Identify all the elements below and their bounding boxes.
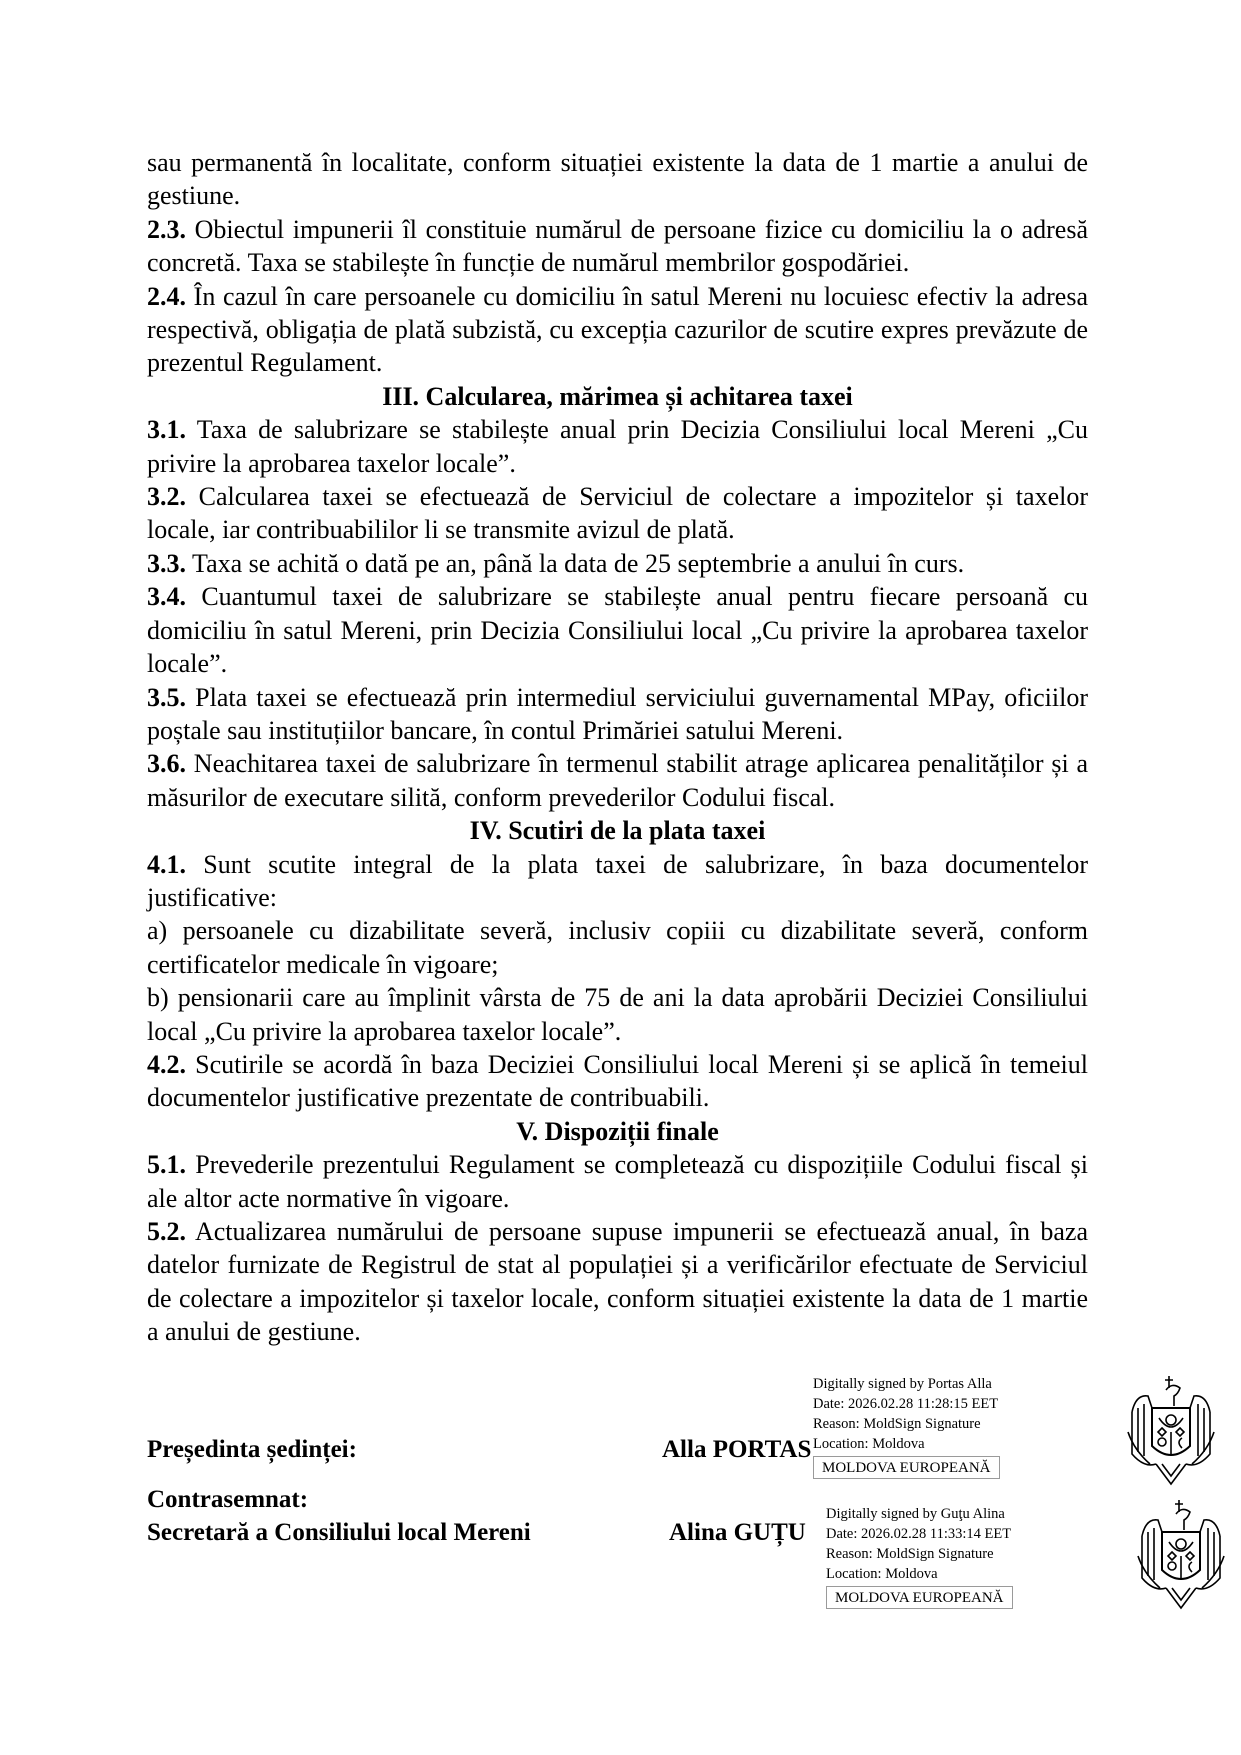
paragraph-number: 3.2. (147, 482, 186, 512)
paragraph-3-1: 3.1. Taxa de salubrizare se stabilește anual prin Decizia Consiliului local Mereni „Cu privire la aprobarea taxelor locale”. (147, 415, 1088, 478)
section-heading-5: V. Dispoziții finale (516, 1116, 719, 1146)
paragraph-number: 2.3. (147, 214, 186, 244)
signature-badge: MOLDOVA EUROPEANĂ (826, 1586, 1013, 1609)
paragraph-4-2: 4.2. Scutirile se acordă în baza Deciziei Consiliului local Mereni și se aplică în temeiul documentelor justificative prezentate de contribuabili. (147, 1049, 1088, 1113)
paragraph-number: 3.5. (147, 682, 186, 712)
signature-reason: Reason: MoldSign Signature (813, 1416, 981, 1432)
digital-signature-gutu[interactable] (826, 1504, 1013, 1609)
paragraph-4-1-a: a) persoanele cu dizabilitate severă, inclusiv copiii cu dizabilitate severă, conform certificatelor medicale în vigoare; (147, 916, 1088, 979)
section-heading-4: IV. Scutiri de la plata taxei (469, 816, 766, 846)
signature-badge: MOLDOVA EUROPEANĂ (813, 1456, 1000, 1479)
section-heading-3: III. Calcularea, mărimea și achitarea taxei (382, 381, 853, 411)
paragraph-3-3: 3.3. Taxa se achită o dată pe an, până la data de 25 septembrie a anului în curs. (147, 548, 965, 578)
moldova-coat-of-arms-icon (1136, 1496, 1226, 1616)
paragraph-number: 4.2. (147, 1049, 186, 1079)
paragraph-3-5: 3.5. Plata taxei se efectuează prin intermediul serviciului guvernamental MPay, oficiilor poștale sau instituțiilor bancare, în contul Primăriei satului Mereni. (147, 682, 1088, 745)
signed-by: Digitally signed by Portas Alla (813, 1376, 992, 1392)
paragraph-2-3: 2.3. Obiectul impunerii îl constituie numărul de persoane fizice cu domiciliu la o adresă concretă. Taxa se stabilește în funcție de numărul membrilor gospodăriei. (147, 214, 1088, 278)
chair-name: Alla PORTAS (662, 1436, 812, 1463)
signature-date: Date: 2026.02.28 11:33:14 EET (826, 1526, 1012, 1542)
signature-location: Location: Moldova (826, 1566, 938, 1582)
paragraph-number: 4.1. (147, 849, 186, 879)
paragraph-2-4: 2.4. În cazul în care persoanele cu domiciliu în satul Mereni nu locuiesc efectiv la adresa respectivă, obligația de plată subzistă, cu excepția cazurilor de scutire expres prevăzute de prezentul Regulament. (147, 281, 1088, 378)
signed-by: Digitally signed by Guţu Alina (826, 1506, 1005, 1522)
chair-label: Președinta ședinței: (147, 1436, 357, 1463)
paragraph-3-6: 3.6. Neachitarea taxei de salubrizare în termenul stabilit atrage aplicarea penalităților și a măsurilor de executare silită, conform prevederilor Codului fiscal. (147, 749, 1088, 812)
digital-signature-portas[interactable] (813, 1374, 1000, 1479)
paragraph-5-2: 5.2. Actualizarea numărului de persoane supuse impunerii se efectuează anual, în baza datelor furnizate de Registrul de stat al populației și a verificărilor efectuate de Serviciul de colectare a impozitelor și taxelor locale, conform situației existente la data de 1 martie a anului de gestiune. (147, 1217, 1088, 1347)
countersigned-label: Contrasemnat: (147, 1486, 309, 1513)
moldova-coat-of-arms-icon (1126, 1372, 1216, 1492)
document-body (147, 146, 1088, 1349)
paragraph-3-4: 3.4. Cuantumul taxei de salubrizare se stabilește anual pentru fiecare persoană cu domiciliu în satul Mereni, prin Decizia Consiliului local „Cu privire la aprobarea taxelor locale”. (147, 582, 1088, 679)
signature-date: Date: 2026.02.28 11:28:15 EET (813, 1396, 999, 1412)
paragraph-4-1: 4.1. Sunt scutite integral de la plata taxei de salubrizare, în baza documentelor justificative: (147, 849, 1088, 912)
secretary-label: Secretară a Consiliului local Mereni (147, 1519, 531, 1546)
paragraph-number: 2.4. (147, 281, 186, 311)
secretary-name: Alina GUȚU (669, 1519, 806, 1546)
paragraph-5-1: 5.1. Prevederile prezentului Regulament se completează cu dispozițiile Codului fiscal și ale altor acte normative în vigoare. (147, 1150, 1088, 1213)
paragraph-number: 3.4. (147, 582, 186, 612)
paragraph-3-2: 3.2. Calcularea taxei se efectuează de Serviciul de colectare a impozitelor și taxelor locale, iar contribuabililor li se transmite avizul de plată. (147, 482, 1088, 545)
paragraph-number: 5.2. (147, 1217, 186, 1246)
paragraph-number: 3.6. (147, 749, 186, 779)
signature-location: Location: Moldova (813, 1436, 925, 1452)
paragraph-2-2-cont: sau permanentă în localitate, conform situației existente la data de 1 martie a anului de gestiune. (147, 148, 1088, 211)
paragraph-4-1-b: b) pensionarii care au împlinit vârsta de 75 de ani la data aprobării Deciziei Consiliului local „Cu privire la aprobarea taxelor locale”. (147, 983, 1088, 1046)
signature-reason: Reason: MoldSign Signature (826, 1546, 994, 1562)
paragraph-number: 3.1. (147, 415, 186, 445)
paragraph-number: 5.1. (147, 1150, 186, 1180)
paragraph-number: 3.3. (147, 548, 186, 578)
